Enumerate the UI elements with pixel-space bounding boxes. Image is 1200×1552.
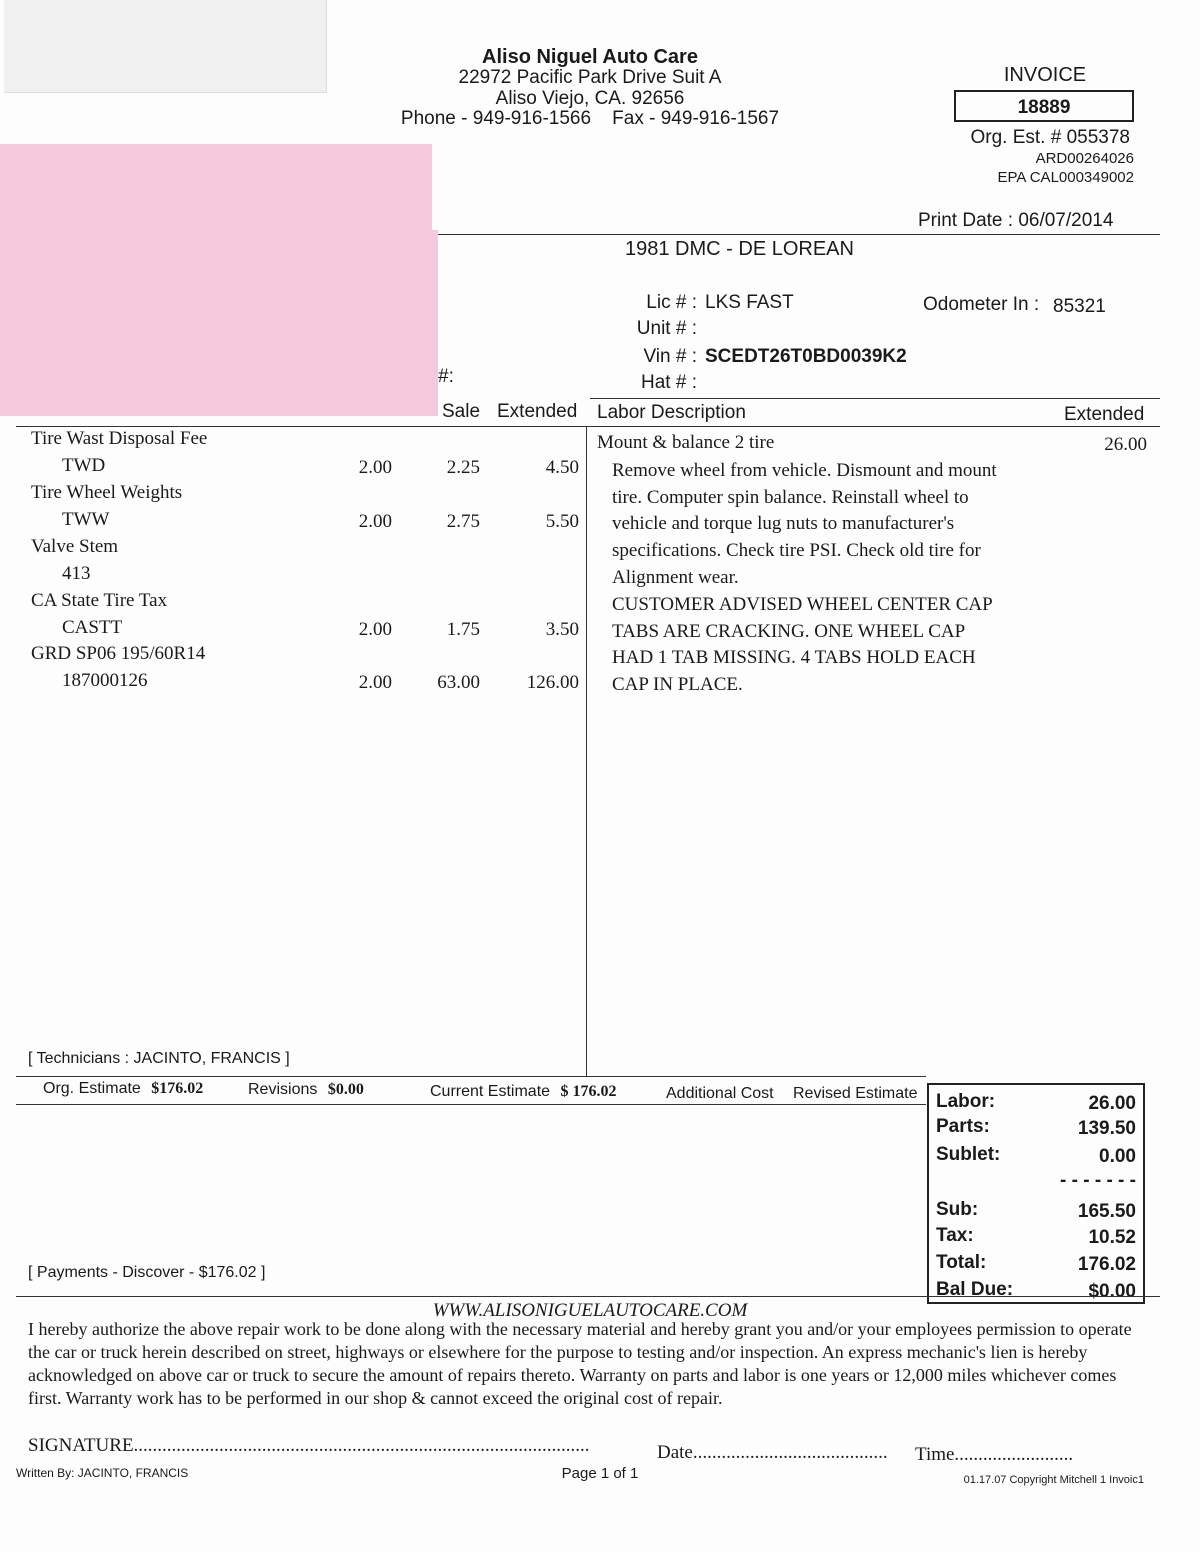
- labor-line: CAP IN PLACE.: [612, 674, 743, 695]
- shop-address-line1: 22972 Pacific Park Drive Suit A: [458, 67, 722, 88]
- column-labor-extended: Extended: [1064, 404, 1145, 425]
- totals-divider: - - - - - - -: [1060, 1170, 1136, 1191]
- redaction-block: [0, 144, 432, 416]
- part-code: TWW: [62, 509, 110, 530]
- additional-cost-label: Additional Cost: [666, 1085, 774, 1102]
- part-sale: 2.25: [446, 457, 480, 478]
- totals-tax-label: Tax:: [936, 1225, 974, 1246]
- totals-sublet-label: Sublet:: [936, 1144, 1001, 1165]
- org-estimate-value: $176.02: [151, 1080, 204, 1097]
- labor-amount: 26.00: [1104, 434, 1147, 455]
- part-sale: 63.00: [437, 672, 480, 693]
- column-header-top-line: [590, 398, 1160, 399]
- part-code: 187000126: [62, 670, 148, 691]
- odometer-label: Odometer In :: [923, 294, 1040, 315]
- vin-label: Vin # :: [643, 346, 697, 367]
- current-estimate: [430, 1083, 617, 1101]
- invoice-label: INVOICE: [1003, 64, 1087, 86]
- print-date-label: Print Date :: [918, 210, 1014, 231]
- page-number: Page 1 of 1: [561, 1465, 639, 1482]
- part-name: Valve Stem: [31, 536, 119, 557]
- current-estimate-label: Current Estimate: [430, 1083, 551, 1100]
- part-extended: 126.00: [526, 672, 579, 693]
- org-estimate-label: Org. Estimate: [43, 1080, 141, 1097]
- part-code: TWD: [62, 455, 106, 476]
- redaction-edge: [428, 230, 438, 416]
- column-extended: Extended: [497, 401, 578, 422]
- website: WWW.ALISONIGUELAUTOCARE.COM: [432, 1300, 748, 1321]
- column-header-bottom-line: [16, 426, 1160, 427]
- partial-field-label: #:: [438, 366, 454, 387]
- part-extended: 5.50: [545, 511, 579, 532]
- totals-total-label: Total:: [936, 1252, 987, 1273]
- current-estimate-value: $ 176.02: [560, 1083, 617, 1100]
- lic-label: Lic # :: [646, 292, 697, 313]
- print-date: [918, 210, 1113, 232]
- totals-sublet-value: 0.00: [1099, 1146, 1136, 1167]
- signature-line[interactable]: SIGNATURE................................................................................................: [28, 1435, 590, 1456]
- invoice-number-box: 18889: [954, 90, 1134, 122]
- shop-phone-fax: Phone - 949-916-1566 Fax - 949-916-1567: [400, 108, 780, 129]
- written-by: Written By: JACINTO, FRANCIS: [16, 1466, 189, 1480]
- shop-address-line2: Aliso Viejo, CA. 92656: [495, 88, 685, 109]
- part-extended: 3.50: [545, 619, 579, 640]
- labor-line: CUSTOMER ADVISED WHEEL CENTER CAP: [612, 594, 993, 615]
- part-sale: 1.75: [446, 619, 480, 640]
- technicians: [ Technicians : JACINTO, FRANCIS ]: [28, 1050, 290, 1067]
- revised-estimate-label: Revised Estimate: [793, 1085, 918, 1102]
- totals-labor-label: Labor:: [936, 1091, 996, 1112]
- print-date-value: 06/07/2014: [1018, 210, 1114, 231]
- copyright: 01.17.07 Copyright Mitchell 1 Invoic1: [963, 1474, 1144, 1486]
- org-estimate-number: Org. Est. # 055378: [970, 127, 1130, 148]
- labor-line: HAD 1 TAB MISSING. 4 TABS HOLD EACH: [612, 647, 976, 668]
- part-name: Tire Wast Disposal Fee: [31, 428, 208, 449]
- revisions-label: Revisions: [248, 1081, 318, 1098]
- totals-parts-label: Parts:: [936, 1116, 990, 1137]
- part-name: GRD SP06 195/60R14: [31, 643, 206, 664]
- totals-balance-label: Bal Due:: [936, 1279, 1014, 1300]
- labor-title: Mount & balance 2 tire: [597, 432, 775, 453]
- totals-total-value: 176.02: [1077, 1254, 1136, 1275]
- totals-tax-value: 10.52: [1088, 1227, 1136, 1248]
- shop-name: Aliso Niguel Auto Care: [482, 46, 698, 68]
- estimates-bottom-line: [16, 1104, 926, 1105]
- part-qty: 2.00: [358, 672, 392, 693]
- totals-sub-label: Sub:: [936, 1199, 979, 1220]
- part-code: 413: [62, 563, 91, 584]
- footer-top-line: [16, 1296, 1160, 1297]
- unit-label: Unit # :: [636, 318, 697, 339]
- labor-line: TABS ARE CRACKING. ONE WHEEL CAP: [612, 621, 966, 642]
- odometer-value: 85321: [1053, 296, 1106, 317]
- payments: [ Payments - Discover - $176.02 ]: [28, 1264, 266, 1281]
- time-line[interactable]: Time.........................: [915, 1444, 1074, 1465]
- vin-value: SCEDT26T0BD0039K2: [705, 346, 907, 367]
- authorization-text: I hereby authorize the above repair work to be done along with the necessary material and hereby grant you and/or your employees permission to operate the car or truck herein described on street, highways or elsewhere for the purpose to testing and/or inspection. An express mechanic's lien is hereby acknowledged on above car or truck to secure the amount of repairs thereto. Warranty on parts and labor is one years or 12,000 miles whichever comes first. Warranty work has to be performed in our shop & cannot exceed the original cost of repair.: [28, 1319, 1132, 1408]
- revisions-value: $0.00: [327, 1081, 364, 1098]
- totals-parts-value: 139.50: [1077, 1118, 1136, 1139]
- labor-line: Alignment wear.: [612, 567, 739, 588]
- totals-labor-value: 26.00: [1088, 1093, 1136, 1114]
- part-name: Tire Wheel Weights: [31, 482, 183, 503]
- hat-label: Hat # :: [641, 372, 697, 393]
- date-line[interactable]: Date.........................................: [657, 1442, 888, 1463]
- labor-line: tire. Computer spin balance. Reinstall wheel to: [612, 487, 969, 508]
- header-divider: [430, 234, 1160, 235]
- part-qty: 2.00: [358, 619, 392, 640]
- lic-value: LKS FAST: [705, 292, 794, 313]
- column-labor-description: Labor Description: [597, 402, 746, 423]
- part-sale: 2.75: [446, 511, 480, 532]
- estimates-top-line: [16, 1076, 926, 1077]
- part-name: CA State Tire Tax: [31, 590, 168, 611]
- labor-line: Remove wheel from vehicle. Dismount and mount: [612, 460, 997, 481]
- org-estimate: [43, 1080, 203, 1098]
- epa-number: EPA CAL000349002: [997, 169, 1134, 186]
- labor-line: specifications. Check tire PSI. Check old tire for: [612, 540, 981, 561]
- part-extended: 4.50: [545, 457, 579, 478]
- labor-line: vehicle and torque lug nuts to manufacturer's: [612, 513, 955, 534]
- ard-number: ARD00264026: [1035, 150, 1134, 167]
- column-sale: Sale: [442, 401, 481, 422]
- vehicle-description: 1981 DMC - DE LOREAN: [625, 238, 854, 260]
- totals-balance-value: $0.00: [1088, 1281, 1136, 1302]
- totals-sub-value: 165.50: [1077, 1201, 1136, 1222]
- parts-labor-divider: [586, 426, 587, 1076]
- part-qty: 2.00: [358, 511, 392, 532]
- part-code: CASTT: [62, 617, 123, 638]
- stapled-receipt-corner: [4, 0, 327, 93]
- part-qty: 2.00: [358, 457, 392, 478]
- revisions: [248, 1081, 364, 1099]
